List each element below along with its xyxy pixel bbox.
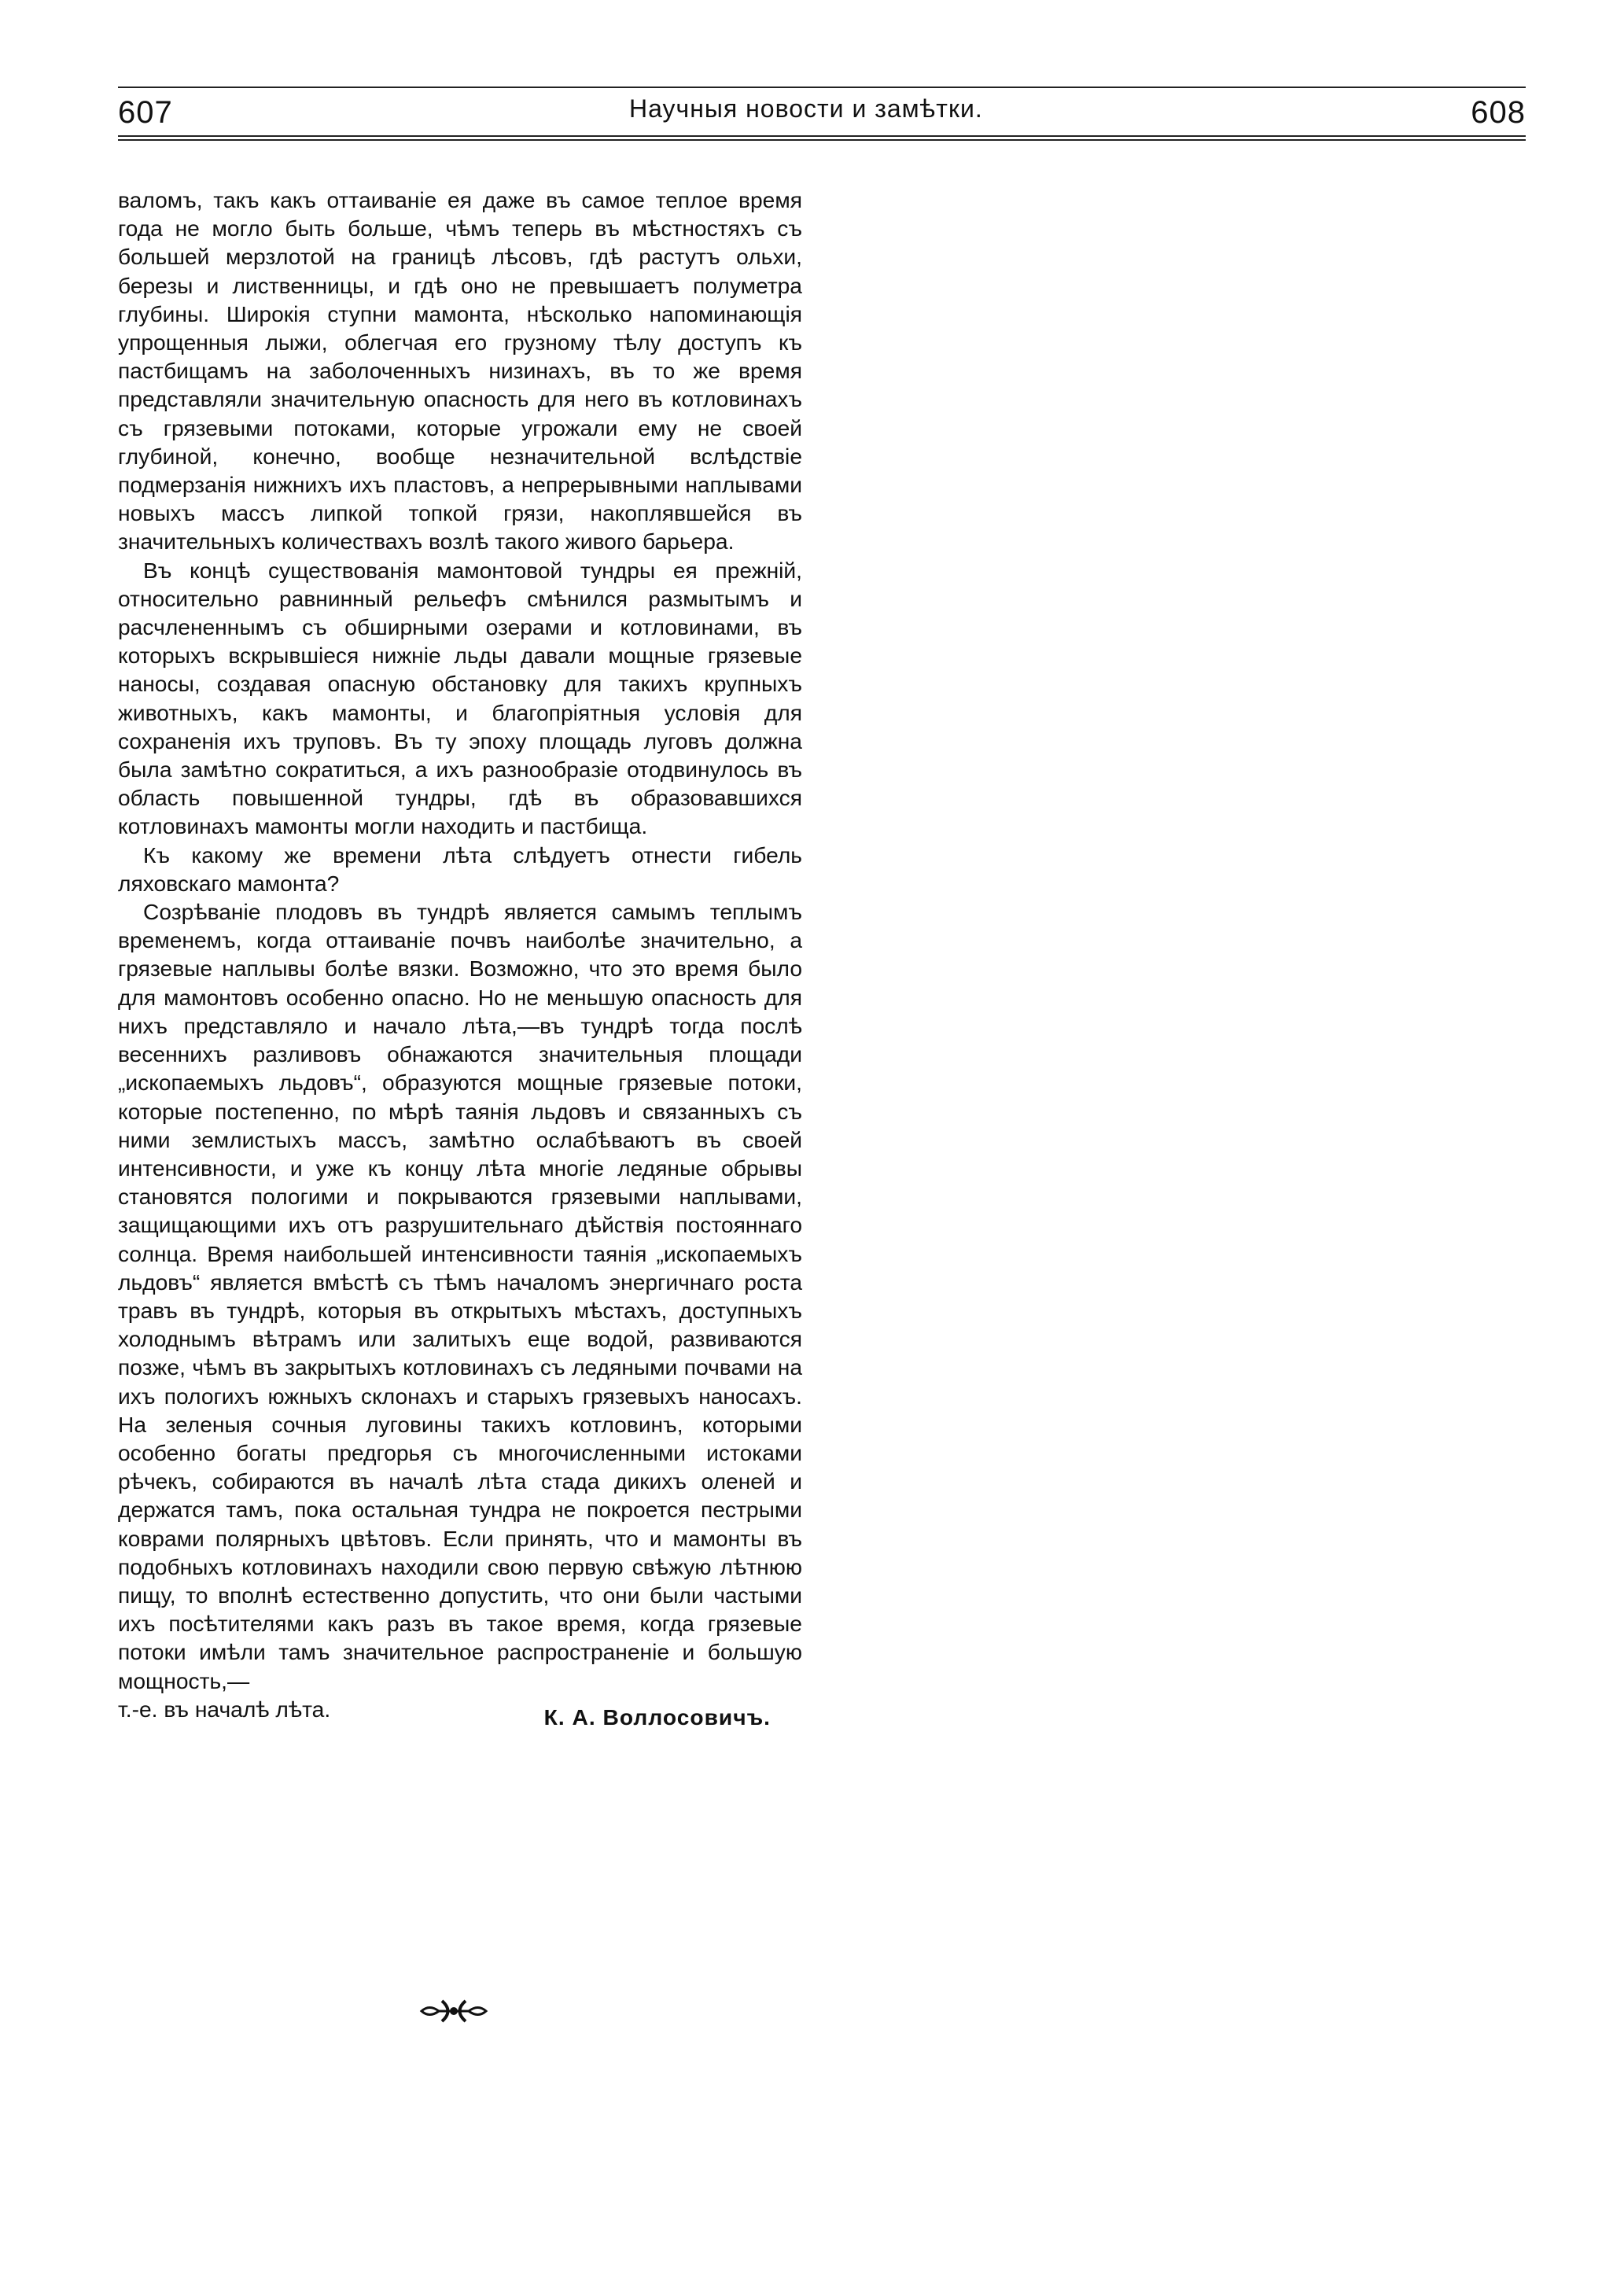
closing-row — [118, 1695, 802, 1731]
paragraph-3: Къ какому же времени лѣта слѣдуетъ отнести гибель ляховскаго мамонта? — [118, 842, 802, 896]
header-rule-bottom — [118, 135, 1526, 141]
page-header — [118, 93, 1526, 132]
last-line: т.-е. въ началѣ лѣта. — [118, 1696, 331, 1722]
paragraph-4: Созрѣваніе плодовъ въ тундрѣ является самымъ теплымъ временемъ, когда оттаиваніе почвъ наиболѣе значительно, а грязевые наплывы болѣе вязки. Возможно, что это время было для мамонтовъ особенно опасно. Но не меньшую опасность для нихъ представляло и начало лѣта,—въ тундрѣ тогда послѣ весеннихъ разливовъ обнажаются значительныя площади „ископаемыхъ льдовъ“, образуются мощные грязевые потоки, которые постепенно, по мѣрѣ таянія льдовъ и связанныхъ съ ними землистыхъ массъ, замѣтно ослабѣваютъ въ своей интенсивности, и уже къ концу лѣта многіе ледяные обрывы становятся пологими и покрываются грязевыми наплывами, защищающими ихъ отъ разрушительнаго дѣйствія постояннаго солнца. Время наибольшей интенсивности таянія „ископаемыхъ льдовъ“ является вмѣстѣ съ тѣмъ началомъ энергичнаго роста травъ въ тундрѣ, которыя въ открытыхъ мѣстахъ, доступныхъ холоднымъ вѣтрамъ или залитыхъ еще водой, развиваются позже, чѣмъ въ закрытыхъ котловинахъ съ ледяными почвами на ихъ пологихъ южныхъ склонахъ и старыхъ грязевыхъ наносахъ. На зеленыя сочныя луговины такихъ котловинъ, которыми особенно богаты предгорья съ многочисленными истоками рѣчекъ, собираются въ началѣ лѣта стада дикихъ оленей и держатся тамъ, пока остальная тундра не покроется пестрыми коврами полярныхъ цвѣтовъ. Если принять, что и мамонты въ подобныхъ котловинахъ находили свою первую свѣжую лѣтнюю пищу, то вполнѣ естественно допустить, что они были частыми ихъ посѣтителями какъ разъ въ такое время, когда грязевые потоки имѣли тамъ значительное распространеніе и большую мощность,— — [118, 899, 802, 1693]
right-page-number: 608 — [1471, 94, 1526, 130]
paragraph-1: валомъ, такъ какъ оттаиваніе ея даже въ самое теплое время года не могло быть больше, чѣмъ теперь въ мѣстностяхъ съ большей мерзлотой на границѣ лѣсовъ, гдѣ растутъ ольхи, березы и лиственницы, и гдѣ оно не превышаетъ полуметра глубины. Широкія ступни мамонта, нѣсколько напоминающія упрощенныя лыжи, облегчая его грузному тѣлу доступъ къ пастбищамъ на заболоченныхъ низинахъ, въ то же время представляли значительную опасность для него въ котловинахъ съ грязевыми потоками, которые угрожали ему не своей глубиной, конечно, вообще незначительной вслѣдствіе подмерзанія нижнихъ ихъ пластовъ, а непрерывными наплывами новыхъ массъ липкой топкой грязи, накоплявшейся въ значительныхъ количествахъ возлѣ такого живого барьера. — [118, 187, 802, 554]
running-title: Научныя новости и замѣтки. — [629, 94, 983, 123]
author-signature: К. А. Воллосовичъ. — [543, 1704, 771, 1730]
header-rule-top — [118, 87, 1526, 88]
paragraph-2: Въ концѣ существованія мамонтовой тундры ея прежній, относительно равнинный рельефъ смѣнился размытымъ и расчлененнымъ съ обширными озерами и котловинами, въ которыхъ вскрывшіеся нижніе льды давали мощные грязевые наносы, создавая опасную обстановку для такихъ крупныхъ животныхъ, какъ мамонты, и благопріятныя условія для сохраненія ихъ труповъ. Въ ту эпоху площадь луговъ должна была замѣтно сократиться, а ихъ разнообразіе отодвинулось въ область повышенной тундры, гдѣ въ образовавшихся котловинахъ мамонты могли находить и пастбища. — [118, 557, 802, 839]
left-page-number: 607 — [118, 94, 173, 130]
article-column — [118, 186, 802, 1731]
ornament-icon — [418, 1998, 489, 2024]
